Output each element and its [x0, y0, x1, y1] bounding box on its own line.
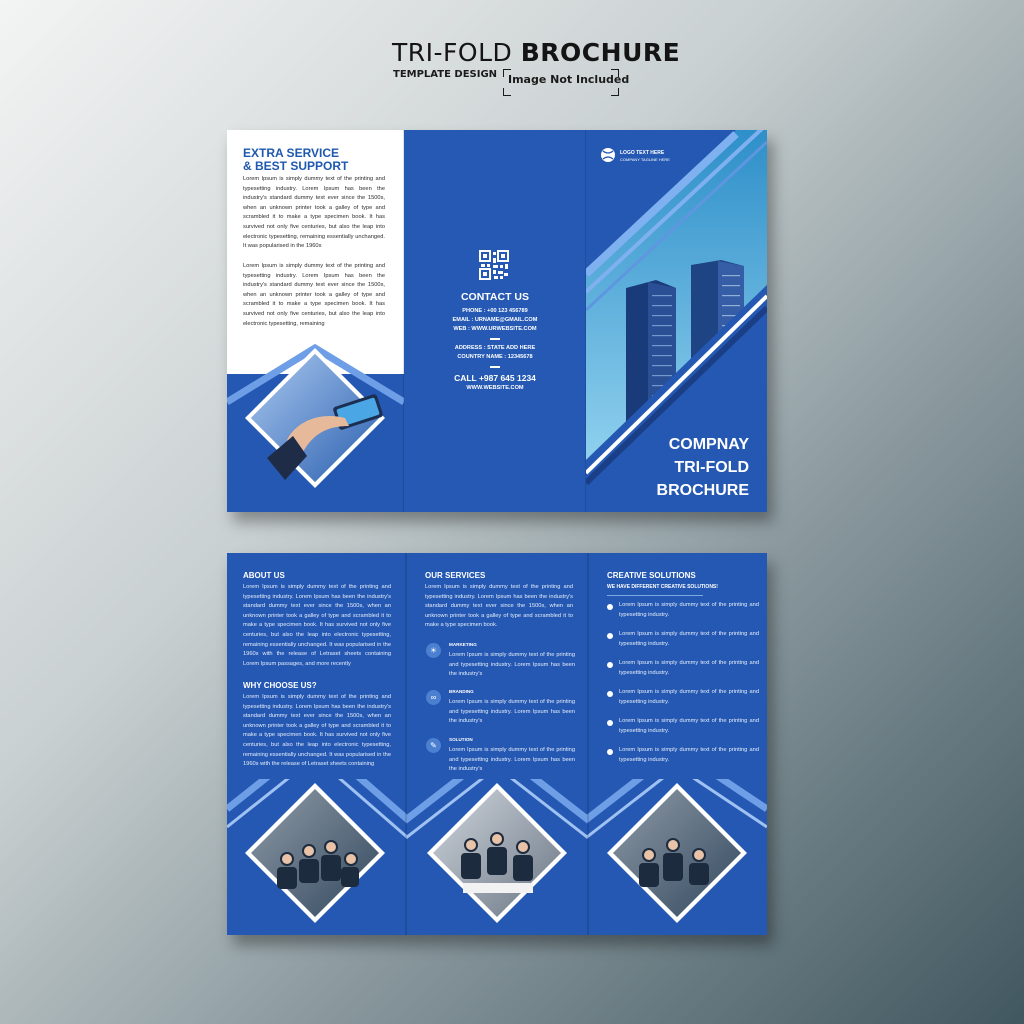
bullet-dot: [607, 691, 613, 697]
contact-panel: [404, 130, 586, 512]
cover-title: [657, 433, 749, 502]
bullet-dot: [607, 633, 613, 639]
bullet-dot: [607, 749, 613, 755]
contact-web: WEB : WWW.URWEBSITE.COM: [453, 326, 537, 332]
title-light: TRI-FOLD: [392, 38, 513, 67]
creative-title: CREATIVE SOLUTIONS: [607, 571, 696, 580]
lightbulb-icon: ☀: [426, 643, 441, 658]
why-text: Lorem Ipsum is simply dummy text of the printing and typesetting industry. Lorem Ipsum has been the industry's standard dummy text ever since the 1500s, when an unknown printer took a galley of type and scrambled it to make a type specimen book. It has survived not only five centuries, but also the leap into electronic typesetting, remaining essentially unchanged. It was popularised in the 1960s with the release of Letraset sheets containing: [243, 694, 391, 768]
services-text: Lorem Ipsum is simply dummy text of the printing and typesetting industry. Lorem Ipsum has been the industry's standard dummy text ever since the 1500s, when an unknown printer took a galley of type and scrambled it to make a type specimen book.: [425, 584, 573, 629]
service-name: SOLUTION: [449, 737, 473, 742]
why-title: WHY CHOOSE US?: [243, 681, 317, 690]
about-text: Lorem Ipsum is simply dummy text of the printing and typesetting industry. Lorem Ipsum has been the industry's standard dummy text ever since the 1500s, when an unknown printer took a galley of type and scrambled it to make a type specimen book. It has survived not only five centuries, but also the leap into electronic typesetting, remaining essentially unchanged. It was popularised in the 1960s with the release of Letraset sheets containing Lorem Ipsum passages, and more recently: [243, 584, 391, 667]
extra-service-title-2: & BEST SUPPORT: [243, 159, 349, 173]
extra-service-paragraph-2: Lorem Ipsum is simply dummy text of the printing and typesetting industry. Lorem Ipsum has been the industry's standard dummy text ever since the 1500s, when an unknown printer took a galley of type and scrambled it to make a type specimen book. It has survived not only five centuries, but also the leap into electronic typesetting, remaining: [243, 263, 385, 327]
corner-bracket: [611, 88, 619, 96]
link-icon: ∞: [426, 690, 441, 705]
about-title: ABOUT US: [243, 571, 285, 580]
creative-bullet: Lorem Ipsum is simply dummy text of the printing and typesetting industry.: [619, 631, 759, 647]
contact-title: CONTACT US: [460, 291, 530, 303]
contact-website: WWW.WEBSITE.COM: [466, 385, 524, 391]
creative-bullet: Lorem Ipsum is simply dummy text of the printing and typesetting industry.: [619, 747, 759, 763]
bullet-dot: [607, 604, 613, 610]
brochure-front: [227, 130, 767, 512]
fold-line: [405, 553, 407, 935]
bullet-dot: [607, 662, 613, 668]
cover-title-line-2: TRI-FOLD: [674, 459, 749, 476]
bullet-dot: [607, 720, 613, 726]
contact-call: CALL +987 645 1234: [454, 373, 536, 383]
creative-subtitle: WE HAVE DIFFERENT CREATIVE SOLUTIONS!: [607, 584, 718, 590]
back-zigzag-graphic: [227, 779, 767, 935]
creative-bullet: Lorem Ipsum is simply dummy text of the printing and typesetting industry.: [619, 602, 759, 618]
creative-bullet: Lorem Ipsum is simply dummy text of the printing and typesetting industry.: [619, 689, 759, 705]
contact-divider: [490, 338, 500, 340]
service-text: Lorem Ipsum is simply dummy text of the printing and typesetting industry. Lorem Ipsum has been the industry's: [449, 747, 575, 773]
contact-email: EMAIL : URNAME@GMAIL.COM: [452, 317, 538, 323]
title-bold: BROCHURE: [520, 38, 681, 67]
cover-title-line-1: COMPNAY: [668, 436, 749, 453]
corner-bracket: [503, 88, 511, 96]
creative-bullet: Lorem Ipsum is simply dummy text of the printing and typesetting industry.: [619, 660, 759, 676]
contact-address: ADDRESS : STATE ADD HERE: [454, 345, 536, 351]
page-title: [392, 38, 680, 67]
service-text: Lorem Ipsum is simply dummy text of the printing and typesetting industry. Lorem Ipsum has been the industry's: [449, 652, 575, 678]
cover-panel: [586, 130, 767, 512]
service-name: MARKETING: [449, 642, 477, 647]
extra-service-title-1: EXTRA SERVICE: [243, 146, 340, 160]
contact-divider: [490, 366, 500, 368]
cover-title-line-3: BROCHURE: [656, 482, 749, 499]
front-left-panel: [227, 130, 404, 512]
pen-icon: ✎: [426, 738, 441, 753]
creative-divider: [607, 595, 703, 596]
page-header: [0, 38, 1024, 98]
extra-service-paragraph-1: Lorem Ipsum is simply dummy text of the printing and typesetting industry. Lorem Ipsum has been the industry's standard dummy text ever since the 1500s, when an unknown printer took a galley of type and scrambled it to make a type specimen book. It has survived not only five centuries, but also the leap into electronic typesetting, remaining essentially unchanged. It was popularised in the 1960s: [243, 176, 385, 250]
qr-code-icon: [479, 250, 509, 280]
page-subtitle: TEMPLATE DESIGN: [393, 69, 498, 80]
fold-line: [587, 553, 589, 935]
services-title: OUR SERVICES: [425, 571, 486, 580]
cover-tagline: COMPANY TAGLINE HERE: [620, 157, 670, 162]
contact-phone: PHONE : +00 123 456789: [462, 308, 528, 314]
diamond-graphic: [227, 340, 404, 512]
service-text: Lorem Ipsum is simply dummy text of the printing and typesetting industry. Lorem Ipsum has been the industry's: [449, 699, 575, 725]
contact-country: COUNTRY NAME : 12345678: [457, 354, 533, 360]
image-note: Image Not Included: [508, 73, 630, 86]
brochure-back: [227, 553, 767, 935]
creative-bullet: Lorem Ipsum is simply dummy text of the printing and typesetting industry.: [619, 718, 759, 734]
service-name: BRANDING: [449, 689, 474, 694]
cover-logo-text: LOGO TEXT HERE: [620, 150, 665, 156]
